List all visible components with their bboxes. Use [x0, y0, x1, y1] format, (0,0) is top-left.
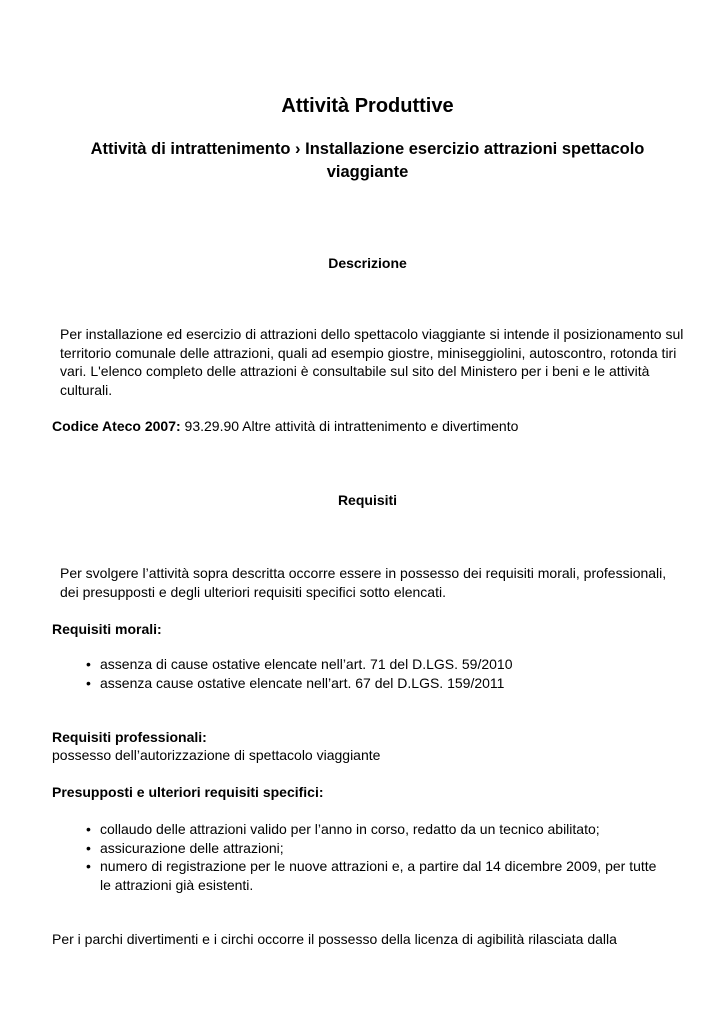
requisiti-professionali-text: possesso dell’autorizzazione di spettacolo viaggiante — [52, 747, 381, 763]
requisiti-heading: Requisiti — [337, 492, 398, 508]
descrizione-paragraph: Per installazione ed esercizio di attrazioni dello spettacolo viaggiante si intende il posizionamento sul territorio comunale delle attrazioni, quali ad esempio giostre, miniseggiolini, autoscontro, rotonda tiri vari. L'elenco completo delle attrazioni è consultabile sul sito del Ministero per i beni e le attività culturali. — [60, 326, 684, 398]
list-item — [86, 655, 666, 674]
page-title: Attività Produttive — [281, 95, 454, 117]
list-item — [86, 839, 666, 858]
bullet-icon: • — [86, 839, 91, 856]
list-item-text: numero di registrazione per le nuove attrazioni e, a partire dal 14 dicembre 2009, per tutte le attrazioni già esistenti. — [100, 858, 657, 893]
requisiti-intro: Per svolgere l’attività sopra descritta occorre essere in possesso dei requisiti morali, professionali, dei presupposti e degli ulteriori requisiti specifici sotto elencati. — [60, 565, 667, 600]
requisiti-morali-list — [86, 655, 666, 692]
list-item-text: assenza di cause ostative elencate nell’art. 71 del D.LGS. 59/2010 — [100, 656, 513, 672]
list-item — [86, 820, 666, 839]
list-item — [86, 857, 666, 894]
page-subtitle: Attività di intrattenimento › Installazione esercizio attrazioni spettacolo viaggiante — [90, 140, 645, 181]
list-item-text: collaudo delle attrazioni valido per l’anno in corso, redatto da un tecnico abilitato; — [100, 821, 600, 837]
parchi-paragraph: Per i parchi divertimenti e i circhi occorre il possesso della licenza di agibilità rilasciata dalla — [52, 931, 617, 947]
bullet-icon: • — [86, 674, 91, 691]
presupposti-list — [86, 820, 666, 894]
bullet-icon: • — [86, 821, 91, 837]
bullet-icon: • — [86, 656, 91, 672]
ateco-line — [52, 417, 677, 436]
list-item — [86, 674, 666, 693]
presupposti-label: Presupposti e ulteriori requisiti specifici: — [52, 784, 324, 800]
list-item-text: assicurazione delle attrazioni; — [100, 839, 284, 856]
bullet-icon: • — [86, 858, 91, 874]
ateco-label: Codice Ateco 2007: — [52, 418, 181, 434]
requisiti-morali-label: Requisiti morali: — [52, 621, 162, 637]
requisiti-professionali-label: Requisiti professionali: — [52, 729, 207, 745]
list-item-text: assenza cause ostative elencate nell’art. 67 del D.LGS. 159/2011 — [100, 674, 505, 691]
ateco-value: 93.29.90 Altre attività di intrattenimento e divertimento — [180, 418, 519, 434]
descrizione-heading: Descrizione — [328, 255, 407, 271]
